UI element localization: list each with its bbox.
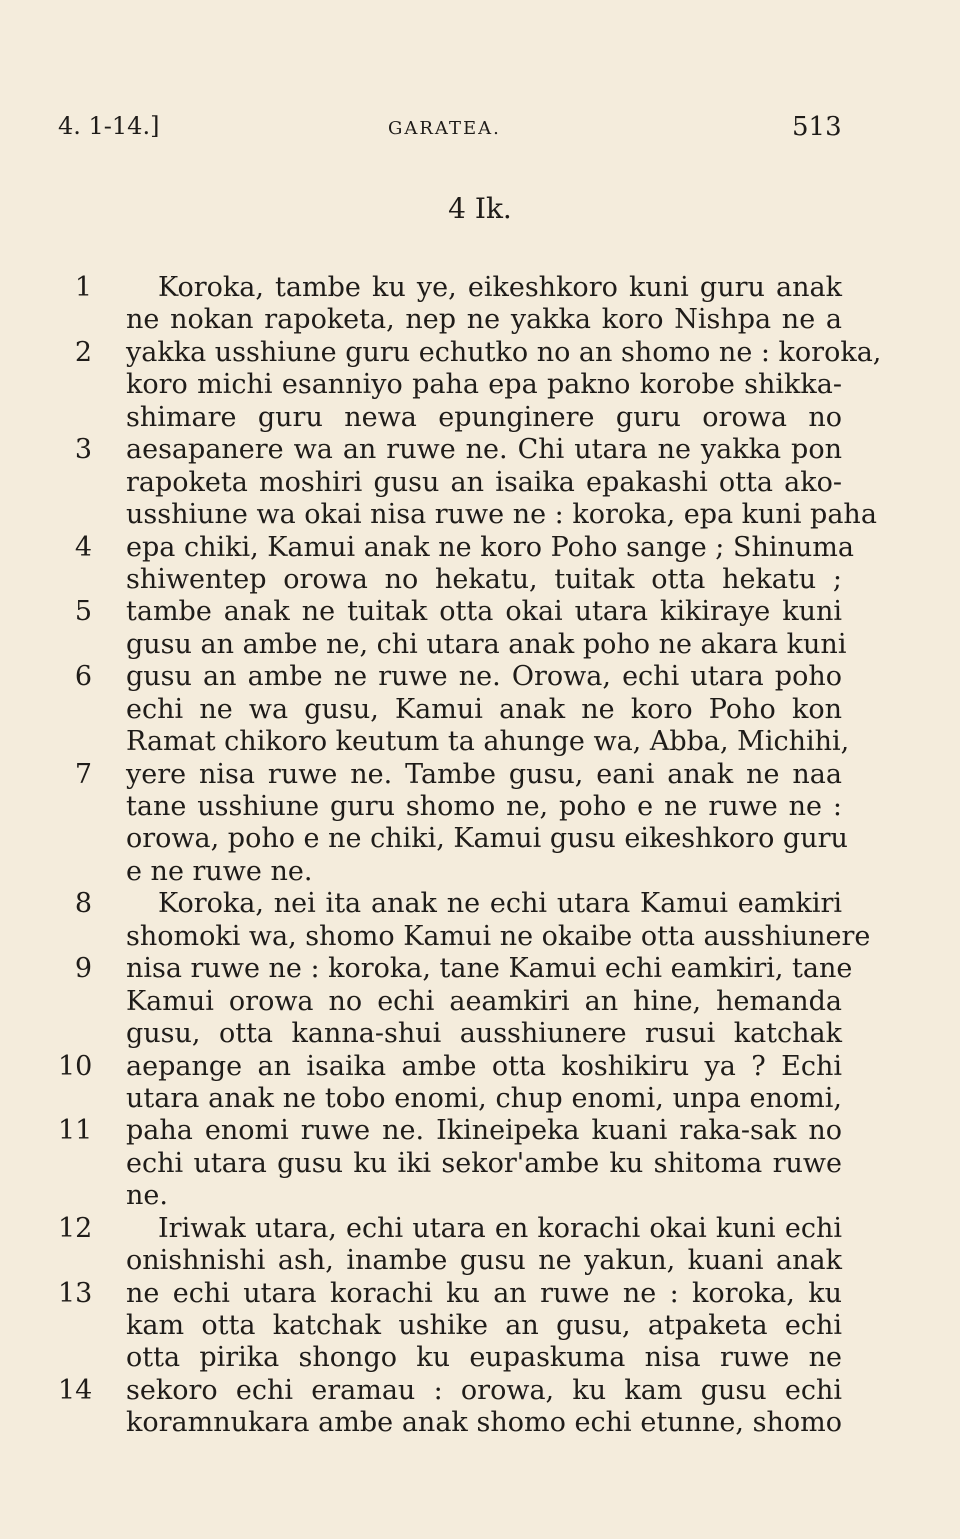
text-line (0, 921, 960, 953)
text-line (0, 986, 960, 1018)
line-text: orowa, poho e ne chiki, Kamui gusu eikeshkoro guru (126, 823, 848, 855)
text-line (0, 953, 960, 985)
line-text: ne echi utara korachi ku an ruwe ne : koroka, ku (126, 1277, 842, 1309)
text-line (0, 823, 960, 855)
verse-number: 9 (74, 953, 92, 985)
line-text: utara anak ne tobo enomi, chup enomi, unpa enomi, (126, 1082, 842, 1114)
text-line (0, 1310, 960, 1342)
line-text: koramnukara ambe anak shomo echi etunne, shomo (126, 1407, 842, 1439)
line-text: onishnishi ash, inambe gusu ne yakun, kuani anak (126, 1245, 842, 1277)
text-line (0, 1342, 960, 1374)
line-text: tane usshiune guru shomo ne, poho e ne ruwe ne : (126, 791, 842, 822)
text-line (0, 1245, 960, 1277)
line-text: shomoki wa, shomo Kamui ne okaibe otta ausshiunere (126, 920, 871, 952)
line-text: koro michi esanniyo paha epa pakno korobe shikka- (126, 369, 842, 401)
line-text: Iriwak utara, echi utara en korachi okai kuni echi (158, 1212, 842, 1244)
line-text: gusu, otta kanna-shui ausshiunere rusui katchak (126, 1018, 842, 1050)
text-line (0, 856, 960, 888)
verse-number: 2 (74, 336, 92, 368)
line-text: ne. (126, 1180, 168, 1212)
text-line (0, 726, 960, 758)
text-line (0, 1115, 960, 1147)
line-text: sekoro echi eramau : orowa, ku kam gusu echi (126, 1374, 842, 1406)
text-line (0, 661, 960, 693)
text-line (0, 1083, 960, 1115)
line-text: aesapanere wa an ruwe ne. Chi utara ne yakka pon (126, 434, 842, 466)
text-line (0, 1148, 960, 1180)
text-line (0, 304, 960, 336)
text-line (0, 1407, 960, 1439)
line-text: shimare guru newa epunginere guru orowa no (126, 401, 842, 433)
text-line (0, 369, 960, 401)
verse-number: 12 (58, 1212, 93, 1244)
line-text: kam otta katchak ushike an gusu, atpaketa echi (126, 1310, 842, 1341)
line-text: paha enomi ruwe ne. Ikineipeka kuani raka-sak no (126, 1115, 842, 1147)
text-line (0, 596, 960, 628)
line-text: ne nokan rapoketa, nep ne yakka koro Nishpa ne a (126, 304, 842, 336)
verse-number: 6 (74, 661, 92, 693)
text-body (0, 272, 960, 1440)
line-text: echi utara gusu ku iki sekor'ambe ku shitoma ruwe (126, 1147, 842, 1179)
text-line (0, 467, 960, 499)
chapter-heading: 4 Ik. (448, 192, 512, 225)
line-text: usshiune wa okai nisa ruwe ne : koroka, epa kuni paha (126, 499, 877, 531)
verse-number: 14 (58, 1374, 93, 1406)
line-text: tambe anak ne tuitak otta okai utara kikiraye kuni (126, 596, 842, 628)
verse-number: 10 (58, 1050, 93, 1082)
text-line (0, 532, 960, 564)
text-line (0, 499, 960, 531)
text-line (0, 1051, 960, 1083)
line-text: otta pirika shongo ku eupaskuma nisa ruwe ne (126, 1342, 842, 1374)
verse-number: 8 (74, 888, 92, 920)
line-text: shiwentep orowa no hekatu, tuitak otta hekatu ; (126, 563, 842, 595)
line-text: nisa ruwe ne : koroka, tane Kamui echi eamkiri, tane (126, 953, 853, 985)
line-text: echi ne wa gusu, Kamui anak ne koro Poho kon (126, 693, 842, 725)
verse-number: 4 (74, 531, 92, 563)
verse-number: 5 (74, 596, 92, 628)
running-header (0, 112, 960, 148)
chapter-reference: 4. 1-14.] (58, 112, 160, 140)
verse-number: 7 (74, 758, 92, 790)
text-line (0, 1180, 960, 1212)
line-text: yakka usshiune guru echutko no an shomo ne : koroka, (126, 336, 882, 368)
line-text: aepange an isaika ambe otta koshikiru ya ? Echi (126, 1050, 842, 1082)
text-line (0, 629, 960, 661)
text-line (0, 888, 960, 920)
line-text: Ramat chikoro keutum ta ahunge wa, Abba, Michihi, (126, 726, 850, 758)
line-text: gusu an ambe ne ruwe ne. Orowa, echi utara poho (126, 661, 842, 693)
line-text: Koroka, nei ita anak ne echi utara Kamui eamkiri (158, 888, 842, 920)
text-line (0, 759, 960, 791)
verse-number: 3 (74, 434, 92, 466)
text-line (0, 337, 960, 369)
text-line (0, 434, 960, 466)
verse-number: 1 (74, 272, 92, 303)
page-number: 513 (792, 112, 842, 142)
text-line (0, 694, 960, 726)
text-line (0, 402, 960, 434)
line-text: yere nisa ruwe ne. Tambe gusu, eani anak ne naa (126, 758, 842, 790)
line-text: epa chiki, Kamui anak ne koro Poho sange ; Shinuma (126, 531, 854, 563)
text-line (0, 791, 960, 823)
verse-number: 11 (58, 1115, 93, 1147)
line-text: e ne ruwe ne. (126, 855, 313, 887)
text-line (0, 564, 960, 596)
line-text: gusu an ambe ne, chi utara anak poho ne akara kuni (126, 628, 847, 660)
text-line (0, 1018, 960, 1050)
text-line (0, 1375, 960, 1407)
line-text: Koroka, tambe ku ye, eikeshkoro kuni guru anak (158, 272, 842, 303)
line-text: rapoketa moshiri gusu an isaika epakashi otta ako- (126, 466, 842, 498)
text-line (0, 272, 960, 304)
line-text: Kamui orowa no echi aeamkiri an hine, hemanda (126, 985, 842, 1017)
verse-number: 13 (58, 1277, 93, 1309)
running-title: GARATEA. (388, 118, 501, 139)
text-line (0, 1278, 960, 1310)
text-line (0, 1213, 960, 1245)
